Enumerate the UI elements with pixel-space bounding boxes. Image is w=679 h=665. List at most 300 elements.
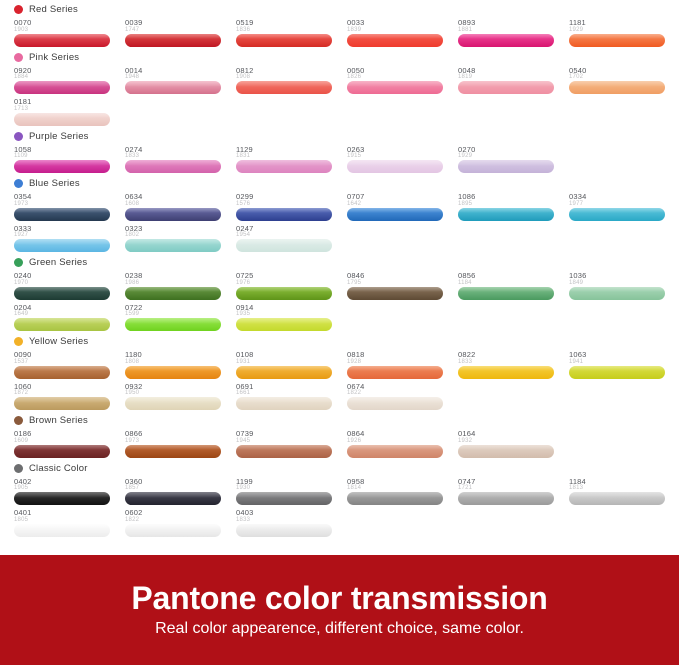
- swatch-color-bar[interactable]: [236, 160, 332, 173]
- swatch-subcode: 1747: [125, 26, 140, 33]
- swatch-subcode: 1954: [236, 232, 251, 238]
- swatch-subcode: 1976: [236, 279, 251, 286]
- color-swatch[interactable]: [125, 478, 221, 506]
- color-swatch[interactable]: [14, 478, 110, 506]
- swatch-code: 0932: [125, 381, 143, 391]
- swatch-subcode: 1881: [458, 26, 473, 33]
- swatch-color-bar[interactable]: [347, 287, 443, 300]
- color-swatch[interactable]: [347, 272, 443, 300]
- color-swatch[interactable]: [569, 67, 665, 95]
- swatch-code: 0238: [125, 271, 143, 280]
- color-swatch[interactable]: [347, 146, 443, 174]
- swatch-code: 1036: [569, 271, 587, 280]
- swatch-subcode: 1895: [458, 200, 473, 207]
- color-swatch[interactable]: [14, 304, 110, 332]
- swatch-codes: [14, 304, 110, 318]
- color-swatch[interactable]: [458, 193, 554, 221]
- swatch-color-bar[interactable]: [125, 445, 221, 458]
- swatch-color-bar[interactable]: [236, 208, 332, 221]
- swatch-color-bar[interactable]: [347, 34, 443, 47]
- swatch-codes: [125, 272, 221, 286]
- swatch-codes: [347, 193, 443, 207]
- color-swatch[interactable]: [236, 478, 332, 506]
- swatch-color-bar[interactable]: [458, 81, 554, 94]
- color-swatch[interactable]: [236, 146, 332, 174]
- swatch-subcode: 1814: [347, 485, 362, 491]
- series-name: Blue Series: [29, 178, 80, 189]
- swatch-code: 0240: [14, 271, 32, 280]
- series-header: [14, 127, 665, 142]
- swatch-subcode: 1836: [236, 26, 251, 33]
- swatch-code: 1063: [569, 350, 587, 359]
- swatch-color-bar[interactable]: [14, 208, 110, 221]
- swatch-codes: [14, 430, 110, 444]
- swatch-subcode: 1537: [14, 358, 29, 365]
- swatch-codes: [14, 383, 110, 397]
- swatch-codes: [14, 478, 110, 492]
- swatch-codes: [236, 304, 332, 318]
- color-series: [14, 253, 665, 331]
- swatch-codes: [347, 272, 443, 286]
- swatch-color-bar[interactable]: [236, 397, 332, 410]
- swatch-code: 0333: [14, 223, 32, 233]
- swatch-color-bar[interactable]: [569, 492, 665, 505]
- series-name: Green Series: [29, 257, 88, 268]
- series-name: Yellow Series: [29, 336, 89, 347]
- swatch-code: 0186: [14, 429, 32, 438]
- swatch-subcode: 1928: [347, 358, 362, 365]
- color-swatch[interactable]: [569, 478, 665, 506]
- series-dot-icon: [14, 53, 23, 62]
- swatch-subcode: 1805: [14, 516, 29, 523]
- swatch-color-bar[interactable]: [458, 287, 554, 300]
- swatch-grid: [14, 19, 665, 47]
- swatch-code: 0039: [125, 18, 143, 27]
- swatch-codes: [125, 304, 221, 318]
- color-swatch[interactable]: [125, 19, 221, 47]
- color-swatch[interactable]: [125, 272, 221, 300]
- swatch-codes: [458, 478, 554, 492]
- swatch-color-bar[interactable]: [458, 208, 554, 221]
- swatch-color-bar[interactable]: [125, 318, 221, 331]
- swatch-code: 0299: [236, 192, 254, 201]
- series-dot-icon: [14, 5, 23, 14]
- swatch-color-bar[interactable]: [347, 366, 443, 379]
- swatch-color-bar[interactable]: [125, 524, 221, 537]
- series-header: [14, 48, 665, 63]
- series-dot-icon: [14, 179, 23, 188]
- swatch-code: 1184: [569, 476, 586, 486]
- swatch-codes: [236, 430, 332, 444]
- swatch-code: 0360: [125, 476, 143, 486]
- swatch-codes: [125, 67, 221, 81]
- color-swatch[interactable]: [236, 509, 332, 537]
- swatch-grid: [14, 430, 665, 458]
- swatch-codes: [14, 19, 110, 33]
- color-swatch[interactable]: [14, 146, 110, 174]
- color-swatch[interactable]: [14, 430, 110, 458]
- swatch-color-bar[interactable]: [569, 287, 665, 300]
- color-swatch[interactable]: [347, 430, 443, 458]
- color-swatch[interactable]: [125, 383, 221, 411]
- color-swatch[interactable]: [14, 351, 110, 379]
- swatch-code: 1199: [236, 476, 253, 486]
- swatch-subcode: 1808: [125, 358, 140, 365]
- swatch-code: 0164: [458, 429, 476, 438]
- swatch-codes: [125, 19, 221, 33]
- color-swatch[interactable]: [347, 19, 443, 47]
- swatch-color-bar[interactable]: [347, 160, 443, 173]
- series-name: Red Series: [29, 4, 78, 15]
- color-swatch[interactable]: [125, 304, 221, 332]
- swatch-code: 0401: [14, 508, 32, 517]
- swatch-codes: [347, 19, 443, 33]
- swatch-code: 0958: [347, 476, 365, 486]
- swatch-code: 0354: [14, 192, 32, 201]
- color-swatch[interactable]: [569, 351, 665, 379]
- swatch-codes: [14, 272, 110, 286]
- swatch-subcode: 1819: [458, 74, 473, 80]
- swatch-color-bar[interactable]: [236, 366, 332, 379]
- swatch-grid: [14, 478, 665, 537]
- swatch-color-bar[interactable]: [14, 239, 110, 252]
- swatch-code: 0707: [347, 192, 365, 201]
- swatch-color-bar[interactable]: [14, 524, 110, 537]
- swatch-color-bar[interactable]: [14, 160, 110, 173]
- swatch-subcode: 1661: [236, 390, 251, 396]
- swatch-color-bar[interactable]: [236, 81, 332, 94]
- swatch-subcode: 1930: [236, 485, 251, 491]
- color-series: [14, 174, 665, 252]
- swatch-subcode: 1833: [458, 358, 473, 365]
- swatch-code: 0691: [236, 381, 254, 391]
- swatch-grid: [14, 67, 665, 126]
- swatch-subcode: 1908: [236, 74, 251, 80]
- swatch-code: 0540: [569, 65, 587, 75]
- swatch-codes: [236, 67, 332, 81]
- swatch-subcode: 1884: [14, 74, 29, 80]
- promo-banner: [0, 555, 679, 665]
- swatch-color-bar[interactable]: [125, 208, 221, 221]
- swatch-codes: [125, 509, 221, 523]
- swatch-codes: [125, 146, 221, 160]
- swatch-color-bar[interactable]: [236, 239, 332, 252]
- color-swatch[interactable]: [458, 19, 554, 47]
- swatch-subcode: 1609: [14, 437, 29, 444]
- swatch-color-bar[interactable]: [347, 445, 443, 458]
- swatch-code: 0822: [458, 350, 476, 359]
- swatch-color-bar[interactable]: [458, 34, 554, 47]
- color-swatch[interactable]: [458, 430, 554, 458]
- swatch-subcode: 1905: [14, 485, 29, 491]
- swatch-codes: [569, 478, 665, 492]
- swatch-color-bar[interactable]: [347, 492, 443, 505]
- swatch-subcode: 1599: [125, 311, 140, 317]
- swatch-subcode: 1795: [347, 279, 362, 286]
- swatch-code: 0846: [347, 271, 365, 280]
- color-swatch[interactable]: [569, 193, 665, 221]
- swatch-subcode: 1950: [125, 390, 140, 396]
- swatch-subcode: 1945: [236, 437, 251, 444]
- swatch-codes: [347, 146, 443, 160]
- swatch-subcode: 1903: [14, 26, 29, 33]
- color-swatch[interactable]: [569, 272, 665, 300]
- color-swatch[interactable]: [14, 19, 110, 47]
- swatch-color-bar[interactable]: [125, 239, 221, 252]
- swatch-subcode: 1813: [569, 485, 584, 491]
- color-series: [14, 459, 665, 537]
- swatch-codes: [125, 430, 221, 444]
- swatch-code: 1086: [458, 192, 476, 201]
- banner-title: Pantone color transmission: [131, 580, 548, 616]
- swatch-color-bar[interactable]: [458, 445, 554, 458]
- color-swatch[interactable]: [458, 146, 554, 174]
- swatch-codes: [236, 351, 332, 365]
- swatch-color-bar[interactable]: [14, 81, 110, 94]
- swatch-code: 0747: [458, 476, 476, 486]
- swatch-subcode: 1849: [569, 279, 584, 286]
- swatch-codes: [236, 146, 332, 160]
- swatch-subcode: 1831: [236, 153, 251, 159]
- swatch-subcode: 1833: [125, 153, 140, 159]
- swatch-color-bar[interactable]: [347, 81, 443, 94]
- color-swatch[interactable]: [236, 19, 332, 47]
- swatch-color-bar[interactable]: [236, 492, 332, 505]
- color-swatch[interactable]: [14, 383, 110, 411]
- swatch-codes: [347, 67, 443, 81]
- color-swatch[interactable]: [236, 304, 332, 332]
- swatch-color-bar[interactable]: [236, 445, 332, 458]
- color-swatch[interactable]: [236, 67, 332, 95]
- series-dot-icon: [14, 464, 23, 473]
- series-name: Classic Color: [29, 462, 88, 474]
- swatch-codes: [14, 98, 110, 112]
- color-swatch[interactable]: [236, 272, 332, 300]
- color-swatch[interactable]: [236, 193, 332, 221]
- swatch-color-bar[interactable]: [125, 81, 221, 94]
- color-swatch[interactable]: [125, 193, 221, 221]
- color-swatch[interactable]: [569, 19, 665, 47]
- color-swatch[interactable]: [458, 351, 554, 379]
- swatch-color-bar[interactable]: [125, 287, 221, 300]
- swatch-subcode: 1929: [458, 153, 473, 159]
- swatch-codes: [458, 193, 554, 207]
- swatch-subcode: 1857: [125, 485, 140, 491]
- swatch-codes: [236, 272, 332, 286]
- color-series: [14, 411, 665, 458]
- swatch-subcode: 1977: [569, 200, 584, 207]
- series-dot-icon: [14, 416, 23, 425]
- swatch-color-bar[interactable]: [347, 397, 443, 410]
- swatch-codes: [14, 351, 110, 365]
- swatch-subcode: 1608: [125, 200, 140, 207]
- swatch-codes: [458, 272, 554, 286]
- color-series: [14, 48, 665, 126]
- series-header: [14, 459, 665, 474]
- color-swatch[interactable]: [14, 225, 110, 253]
- swatch-codes: [458, 67, 554, 81]
- swatch-codes: [14, 193, 110, 207]
- swatch-color-bar[interactable]: [14, 445, 110, 458]
- color-swatch[interactable]: [236, 383, 332, 411]
- swatch-color-bar[interactable]: [458, 366, 554, 379]
- swatch-code: 1058: [14, 144, 32, 154]
- series-dot-icon: [14, 337, 23, 346]
- swatch-subcode: 1839: [347, 26, 362, 33]
- swatch-codes: [125, 351, 221, 365]
- swatch-codes: [458, 19, 554, 33]
- swatch-grid: [14, 272, 665, 331]
- swatch-codes: [125, 478, 221, 492]
- swatch-color-bar[interactable]: [14, 397, 110, 410]
- swatch-codes: [347, 351, 443, 365]
- swatch-subcode: 1721: [458, 485, 473, 491]
- swatch-subcode: 1927: [14, 232, 29, 238]
- swatch-code: 1060: [14, 381, 32, 391]
- swatch-code: 0323: [125, 223, 143, 233]
- swatch-code: 0334: [569, 192, 587, 201]
- color-swatch[interactable]: [14, 193, 110, 221]
- swatch-code: 0181: [14, 97, 32, 106]
- swatch-codes: [236, 225, 332, 239]
- series-dot-icon: [14, 258, 23, 267]
- color-swatch[interactable]: [347, 478, 443, 506]
- swatch-code: 1129: [236, 144, 253, 154]
- swatch-subcode: 1986: [125, 279, 140, 286]
- swatch-codes: [569, 351, 665, 365]
- color-swatch[interactable]: [347, 67, 443, 95]
- swatch-code: 0866: [125, 429, 143, 438]
- swatch-codes: [347, 478, 443, 492]
- swatch-code: 0812: [236, 65, 254, 75]
- swatch-code: 0739: [236, 429, 254, 438]
- series-header: [14, 174, 665, 189]
- swatch-subcode: 1941: [569, 358, 584, 365]
- swatch-color-bar[interactable]: [125, 34, 221, 47]
- swatch-color-bar[interactable]: [347, 208, 443, 221]
- series-header: [14, 253, 665, 268]
- swatch-color-bar[interactable]: [458, 160, 554, 173]
- swatch-subcode: 1822: [347, 390, 362, 396]
- color-swatch[interactable]: [14, 509, 110, 537]
- color-swatch[interactable]: [347, 383, 443, 411]
- swatch-color-bar[interactable]: [458, 492, 554, 505]
- swatch-code: 0403: [236, 508, 254, 517]
- swatch-subcode: 1822: [125, 516, 140, 523]
- swatch-grid: [14, 351, 665, 410]
- swatch-color-bar[interactable]: [125, 366, 221, 379]
- swatch-color-bar[interactable]: [569, 34, 665, 47]
- swatch-color-bar[interactable]: [125, 492, 221, 505]
- color-swatch[interactable]: [347, 351, 443, 379]
- swatch-code: 1180: [125, 350, 142, 359]
- swatch-color-bar[interactable]: [569, 208, 665, 221]
- color-swatch[interactable]: [236, 430, 332, 458]
- swatch-code: 0014: [125, 65, 143, 75]
- swatch-codes: [14, 67, 110, 81]
- swatch-code: 0108: [236, 350, 254, 359]
- swatch-code: 0725: [236, 271, 254, 280]
- swatch-grid: [14, 146, 665, 174]
- swatch-color-bar[interactable]: [236, 34, 332, 47]
- swatch-codes: [458, 351, 554, 365]
- swatch-color-bar[interactable]: [236, 287, 332, 300]
- color-swatch[interactable]: [14, 272, 110, 300]
- swatch-codes: [125, 383, 221, 397]
- swatch-subcode: 1184: [458, 279, 472, 286]
- swatch-color-bar[interactable]: [125, 160, 221, 173]
- color-swatch[interactable]: [125, 430, 221, 458]
- swatch-codes: [14, 225, 110, 239]
- swatch-color-bar[interactable]: [14, 492, 110, 505]
- swatch-codes: [569, 272, 665, 286]
- swatch-color-bar[interactable]: [14, 113, 110, 126]
- swatch-codes: [14, 146, 110, 160]
- swatch-color-bar[interactable]: [14, 366, 110, 379]
- color-swatch[interactable]: [458, 478, 554, 506]
- color-swatch[interactable]: [236, 225, 332, 253]
- swatch-color-bar[interactable]: [14, 287, 110, 300]
- swatch-codes: [569, 67, 665, 81]
- series-name: Brown Series: [29, 415, 88, 426]
- series-header: [14, 332, 665, 347]
- swatch-codes: [14, 509, 110, 523]
- swatch-code: 0402: [14, 476, 32, 486]
- swatch-code: 0033: [347, 18, 365, 27]
- color-swatch[interactable]: [125, 225, 221, 253]
- swatch-subcode: 1576: [236, 200, 251, 207]
- swatch-code: 0247: [236, 223, 254, 233]
- color-swatch[interactable]: [236, 351, 332, 379]
- color-swatch[interactable]: [347, 193, 443, 221]
- swatch-subcode: 1826: [347, 74, 362, 80]
- swatch-codes: [347, 383, 443, 397]
- color-swatch[interactable]: [125, 146, 221, 174]
- swatch-subcode: 1642: [347, 200, 362, 207]
- swatch-code: 1181: [569, 18, 586, 27]
- swatch-color-bar[interactable]: [14, 34, 110, 47]
- color-swatch[interactable]: [14, 98, 110, 126]
- color-series: [14, 127, 665, 174]
- swatch-color-bar[interactable]: [14, 318, 110, 331]
- swatch-code: 0914: [236, 302, 254, 312]
- swatch-subcode: 1109: [14, 153, 28, 159]
- series-name: Pink Series: [29, 51, 80, 63]
- swatch-color-bar[interactable]: [236, 524, 332, 537]
- swatch-grid: [14, 193, 665, 252]
- swatch-codes: [236, 19, 332, 33]
- color-swatch[interactable]: [125, 509, 221, 537]
- color-swatch[interactable]: [14, 67, 110, 95]
- color-swatch[interactable]: [458, 67, 554, 95]
- color-swatch[interactable]: [125, 67, 221, 95]
- swatch-code: 0602: [125, 508, 143, 517]
- swatch-color-bar[interactable]: [236, 318, 332, 331]
- swatch-code: 0856: [458, 271, 476, 280]
- color-swatch[interactable]: [125, 351, 221, 379]
- swatch-subcode: 1970: [14, 279, 29, 286]
- color-swatch[interactable]: [458, 272, 554, 300]
- swatch-codes: [458, 146, 554, 160]
- swatch-codes: [125, 193, 221, 207]
- swatch-color-bar[interactable]: [125, 397, 221, 410]
- swatch-subcode: 1926: [347, 437, 362, 444]
- swatch-color-bar[interactable]: [569, 81, 665, 94]
- swatch-code: 0274: [125, 144, 143, 154]
- swatch-color-bar[interactable]: [569, 366, 665, 379]
- swatch-code: 0263: [347, 144, 365, 154]
- swatch-code: 0864: [347, 429, 365, 438]
